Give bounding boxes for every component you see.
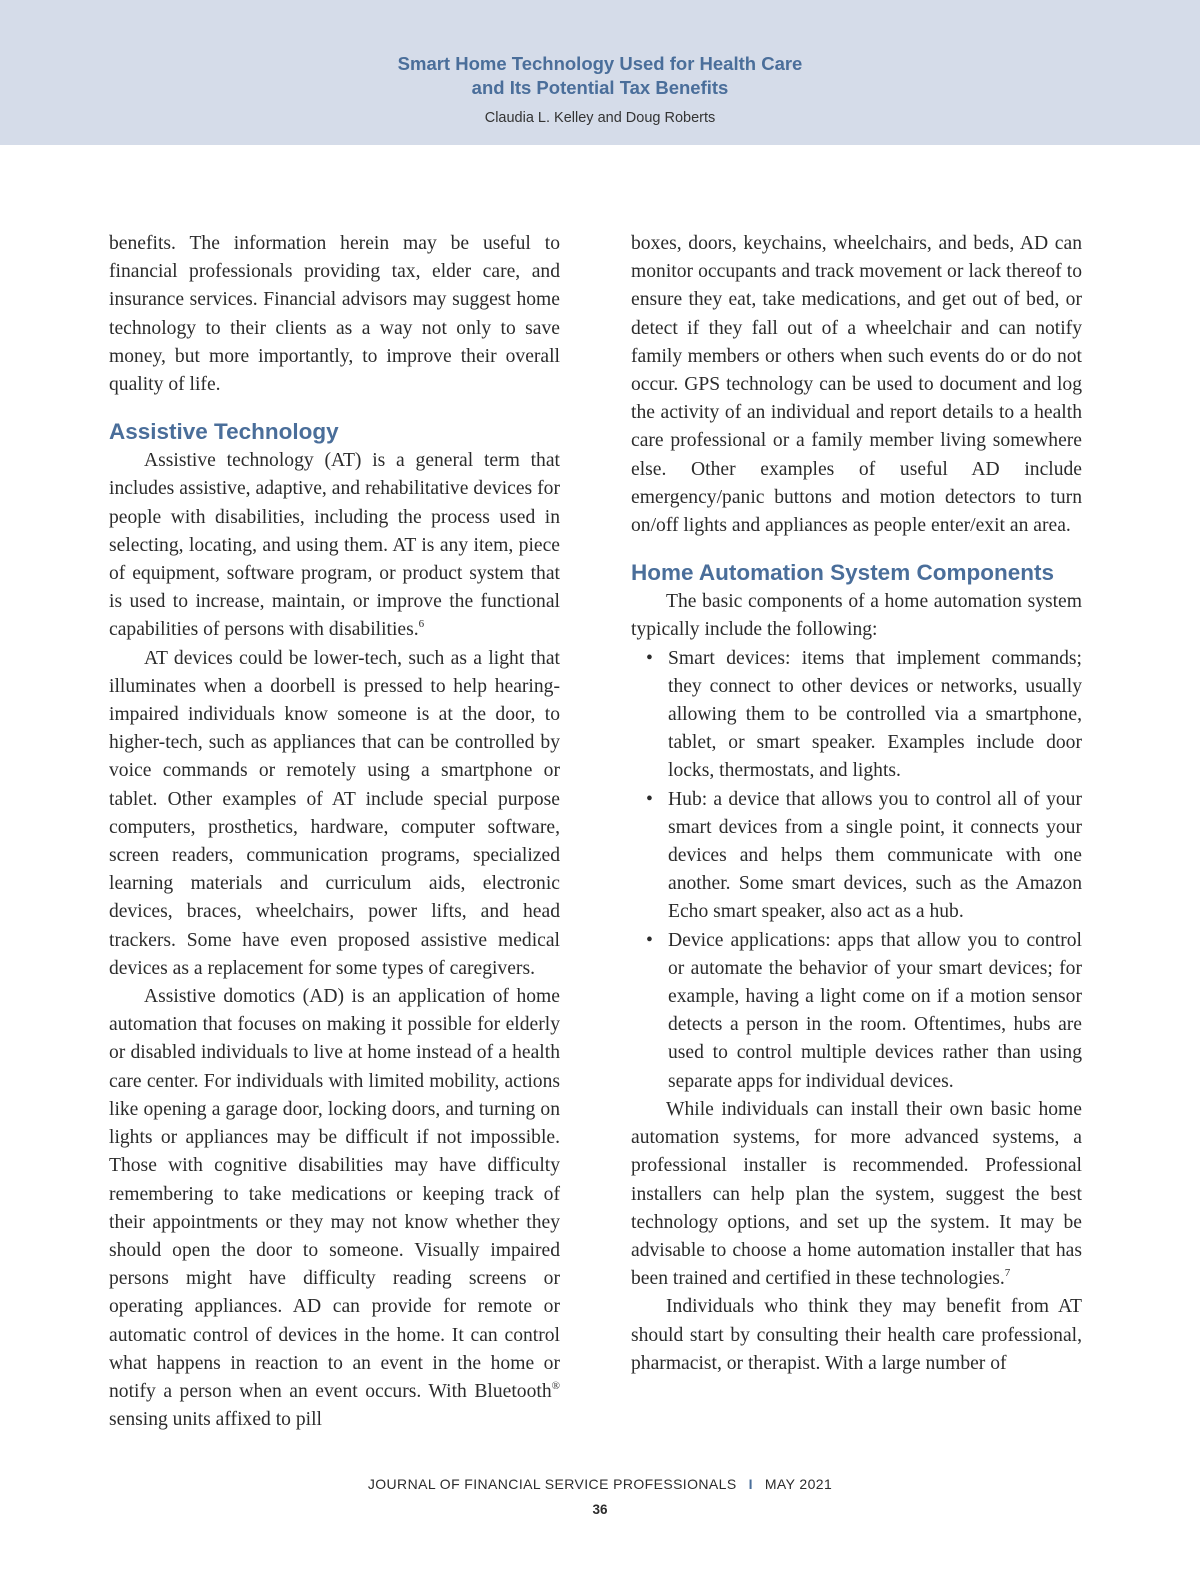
article-title-line-2: and Its Potential Tax Benefits [471,77,729,98]
footnote-marker-6: 6 [418,618,425,631]
paragraph-installers-text: While individuals can install their own basic home automation systems, for more advanced systems, a professional installer is recommended. Professional installers can help plan the system, suggest the best technology options, and set up the system. It may be advisable to choose a home automation installer that has been trained and certified in these technologies. [631,1098,1082,1290]
footer-journal-line [0,1474,1200,1494]
paragraph-assistive-domotics-tail: sensing units affixed to pill [109,1409,322,1431]
right-column [631,230,1082,1378]
section-heading-home-automation: Home Automation System Components [631,560,1054,586]
section-heading-assistive-technology: Assistive Technology [109,419,339,445]
page-number: 36 [592,1502,608,1517]
list-item-smart-devices: • Smart devices: items that implement commands; they connect to other devices or networks, usually allowing them to be controlled via a smartphone, tablet, or smart speaker. Examples include door locks, thermostats, and lights. [668,645,1082,786]
registered-trademark-mark: ® [551,1379,560,1392]
paragraph-at-definition-text: Assistive technology (AT) is a general term that includes assistive, adaptive, and rehabilitative devices for people with disabilities, including the process used in selecting, locating, and using them. AT is any item, piece of equipment, software program, or product system that is used to increase, maintain, or improve the functional capabilities of persons with disabilities. [109,450,560,641]
issue-date: MAY 2021 [764,1476,833,1492]
paragraph-at-devices: AT devices could be lower-tech, such as a light that illuminates when a doorbell is pressed to help hearing-impaired individuals know someone is at the door, to higher-tech, such as appliances that can be controlled by voice commands or remotely using a smartphone or tablet. Other examples of AT include special purpose computers, prosthetics, hardware, computer software, screen readers, communication programs, specialized learning materials and curriculum aids, electronic devices, braces, wheelchairs, power lifts, and head trackers. Some have even proposed assistive medical devices as a replacement for some types of caregivers. [109,647,560,979]
paragraph-assistive-domotics-text: Assistive domotics (AD) is an application of home automation that focuses on making it possible for elderly or disabled individuals to live at home instead of a health care center. For individuals with limited mobility, actions like opening a garage door, locking doors, and turning on lights or appliances may be difficult if not impossible. Those with cognitive disabilities may have difficulty remembering to take medications or keeping track of their appointments or they may not know whether they should open the door to someone. Visually impaired persons might have difficulty reading screens or operating appliances. AD can provide for remote or automatic control of devices in the home. It can control what happens in reaction to an event in the home or notify a person when an event occurs. With Bluetooth [109,986,560,1402]
paragraph-assistive-domotics [109,983,560,1434]
article-title-line-1: Smart Home Technology Used for Health Care [397,53,803,74]
journal-name: JOURNAL OF FINANCIAL SERVICE PROFESSIONALS [367,1476,737,1492]
continued-paragraph: boxes, doors, keychains, wheelchairs, and beds, AD can monitor occupants and track movement or lack thereof to ensure they eat, take medications, and get out of bed, or detect if they fall out of a wheelchair and can notify family members or others when such events do or do not occur. GPS technology can be used to document and log the activity of an individual and report details to a health care professional or a family member living somewhere else. Other examples of useful AD include emergency/panic buttons and motion detectors to turn on/off lights and appliances as people enter/exit an area. [631,233,1082,537]
article-authors: Claudia L. Kelley and Doug Roberts [484,110,716,126]
paragraph-components-intro: The basic components of a home automation system typically include the following: [631,591,1082,641]
footer-separator: I [748,1476,753,1492]
intro-paragraph: benefits. The information herein may be useful to financial professionals providing tax, elder care, and insurance services. Financial advisors may suggest home technology to their clients as a way not only to save money, but more importantly, to improve their overall quality of life. [109,233,560,396]
components-list [631,645,1082,1096]
left-column [109,230,560,1434]
paragraph-installers [631,1096,1082,1293]
paragraph-consult: Individuals who think they may benefit from AT should start by consulting their health care professional, pharmacist, or therapist. With a large number of [631,1296,1082,1374]
footnote-marker-7: 7 [1004,1267,1011,1280]
list-item-hub: • Hub: a device that allows you to control all of your smart devices from a single point, it connects your devices and helps them communicate with one another. Some smart devices, such as the Amazon Echo smart speaker, also act as a hub. [668,786,1082,927]
paragraph-at-definition [109,447,560,644]
list-item-device-applications: • Device applications: apps that allow you to control or automate the behavior of your smart devices; for example, having a light come on if a motion sensor detects a person in the room. Oftentimes, hubs are used to control multiple devices rather than using separate apps for individual devices. [668,927,1082,1096]
